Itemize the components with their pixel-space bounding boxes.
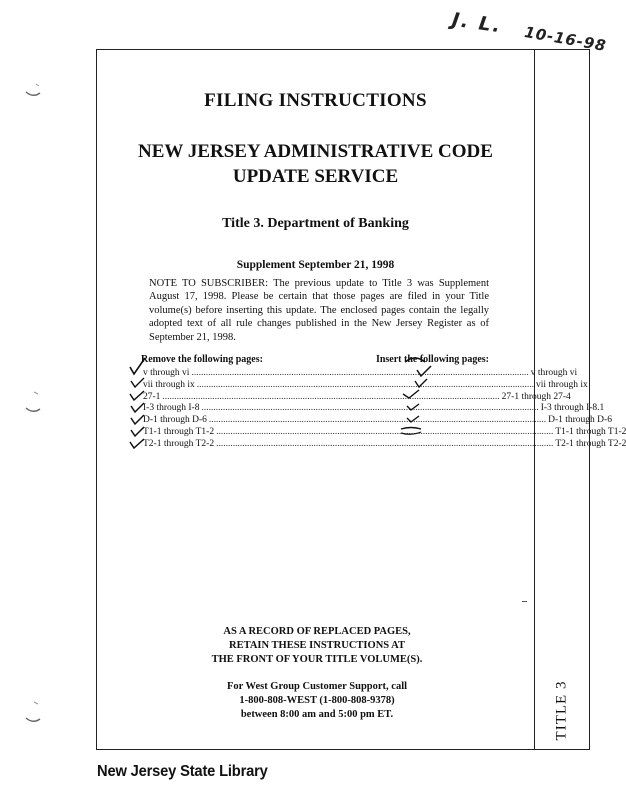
support-line: For West Group Customer Support, call <box>226 681 408 692</box>
document-frame <box>96 49 626 750</box>
record-line: RETAIN THESE INSTRUCTIONS AT <box>229 640 405 651</box>
insert-pages: D-1 through D-6 <box>548 415 612 426</box>
punch-hole-mark <box>24 390 42 420</box>
title-heading: Title 3. Department of Banking <box>222 216 409 231</box>
side-title-label <box>538 665 586 755</box>
leader-dots: .............................................................................................................................................. <box>191 368 529 378</box>
punch-hole-mark <box>24 700 42 730</box>
insert-pages: I-3 through I-8.1 <box>540 403 605 414</box>
library-stamp: New Jersey State Library <box>97 763 268 780</box>
customer-support <box>157 680 477 722</box>
side-title-text: TITLE 3 <box>553 680 570 740</box>
leader-dots: .............................................................................................................................................. <box>162 391 500 402</box>
insert-header: Insert the following pages: <box>375 354 489 365</box>
insert-pages: T2-1 through T2-2 <box>555 438 626 449</box>
subscriber-note: NOTE TO SUBSCRIBER: The previous update to Title 3 was Supplement August 17, 1998. Please be certain that those pages are filed in your Title volume(s) before inserting this update. The enclosed pages contain the legally adopted text of all rule changes published in the New Jersey Register as of September 21, 1998. <box>149 278 489 343</box>
remove-pages: T2-1 through T2-2 <box>143 438 215 449</box>
punch-hole-mark <box>24 80 42 110</box>
insert-pages: T1-1 through T1-2 <box>555 426 626 437</box>
supplement-date: Supplement September 21, 1998 <box>236 259 395 271</box>
leader-dots: .............................................................................................................................................. <box>216 426 554 437</box>
handwritten-checkmarks-left <box>127 354 149 454</box>
filing-instructions-heading: FILING INSTRUCTIONS <box>204 90 427 111</box>
remove-pages: T1-1 through T1-2 <box>143 426 215 437</box>
remove-pages: 27-1 <box>143 391 161 402</box>
leader-dots: .............................................................................................................................................. <box>196 379 534 390</box>
leader-dots: .............................................................................................................................................. <box>208 415 547 426</box>
remove-header: Remove the following pages: <box>141 354 263 365</box>
code-heading-line: NEW JERSEY ADMINISTRATIVE CODE <box>138 141 493 162</box>
support-phone: 1-800-808-WEST (1-800-808-9378) <box>239 695 395 706</box>
leader-dots: .............................................................................................................................................. <box>201 403 539 414</box>
handwritten-checkmarks-right <box>397 350 437 450</box>
remove-pages: vii through ix <box>143 379 195 390</box>
insert-pages: v through vi <box>530 368 578 378</box>
document-content <box>97 50 626 749</box>
record-instructions <box>157 625 477 667</box>
registration-mark <box>522 601 527 602</box>
handwritten-initials: J. L. <box>450 8 504 38</box>
record-line: AS A RECORD OF REPLACED PAGES, <box>223 626 411 637</box>
support-hours: between 8:00 am and 5:00 pm ET. <box>240 709 394 720</box>
leader-dots: .............................................................................................................................................. <box>216 438 554 449</box>
handwritten-date: 10-16-98 <box>523 22 609 56</box>
insert-pages: 27-1 through 27-4 <box>501 391 571 402</box>
remove-pages: D-1 through D-6 <box>143 415 207 426</box>
record-line: THE FRONT OF YOUR TITLE VOLUME(S). <box>211 654 423 665</box>
code-heading <box>97 139 534 189</box>
title-side-strip <box>534 50 589 749</box>
code-heading-line: UPDATE SERVICE <box>232 166 399 187</box>
remove-pages: v through vi <box>143 368 190 378</box>
insert-pages: vii through ix <box>535 379 588 390</box>
remove-pages: I-3 through I-8 <box>143 403 200 414</box>
